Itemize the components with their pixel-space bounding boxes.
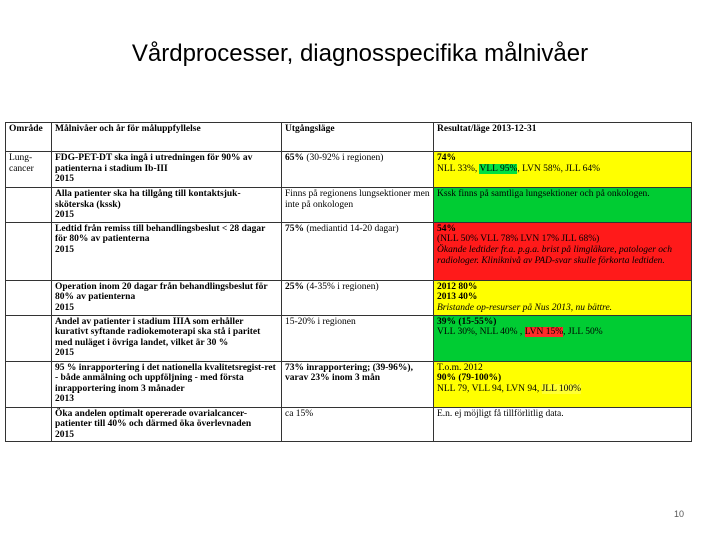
header-baseline: Utgångsläge: [282, 123, 434, 152]
result-detail: E.n. ej möjligt få tillförlitlig data.: [437, 408, 564, 419]
goal-year: 2013: [55, 394, 74, 405]
table-row: [6, 280, 692, 315]
goal-cell: [52, 280, 282, 315]
result-value: 90% (79-100%): [437, 373, 502, 384]
baseline-value: 65%: [285, 153, 304, 163]
result-detail: NLL 33%,: [437, 163, 480, 174]
goal-text: 95 % inrapportering i det nationella kvalitetsregist-ret - både anmälning och uppföljning - med första inrapportering inom 3 månader: [55, 362, 276, 394]
result-comment: Ökande ledtider fr.a. p.g.a. brist på limgläkare, patologer och radiologer. Kliniknivå av PAD-svar skulle förkorta ledtiden.: [437, 244, 673, 266]
goal-year: 2015: [55, 244, 74, 255]
goal-year: 2015: [55, 210, 74, 221]
baseline-value: 73% inrapportering; (39-96%), varav 23% inom 3 mån: [285, 362, 413, 384]
baseline-detail: (30-92% i regionen): [304, 153, 384, 163]
result-highlight: VLL 95%: [479, 163, 518, 174]
page-number: 10: [673, 509, 684, 519]
goal-text: Öka andelen optimalt opererade ovarialcancer-patienter till 40% och därmed öka överlevnaden: [55, 408, 252, 430]
baseline-cell: [282, 188, 434, 223]
baseline-value: 75%: [285, 223, 304, 234]
table-header-row: [6, 123, 692, 152]
result-comment: Bristande op-resurser på Nus 2013, nu bättre.: [437, 302, 613, 313]
baseline-detail: (mediantid 14-20 dagar): [304, 223, 399, 234]
baseline-cell: [282, 222, 434, 280]
goal-year: 2015: [55, 302, 74, 313]
baseline-cell: [282, 280, 434, 315]
baseline-cell: [282, 407, 434, 442]
area-label: Lung-cancer: [9, 153, 34, 174]
result-cell: [434, 315, 692, 361]
baseline-cell: [282, 152, 434, 188]
slide-title: Vårdprocesser, diagnosspecifika målnivåer: [131, 40, 589, 67]
header-goals: Målnivåer och år för måluppfyllelse: [52, 123, 282, 152]
baseline-cell: [282, 315, 434, 361]
result-cell: [434, 280, 692, 315]
goal-text: Alla patienter ska ha tillgång till kontaktsjuk-sköterska (kssk): [55, 189, 241, 210]
result-detail: NLL 79, VLL 94, LVN 94,: [437, 383, 542, 394]
baseline-cell: [282, 361, 434, 407]
goals-table: [5, 122, 692, 442]
result-cell: [434, 361, 692, 407]
result-highlight: JLL 100%: [541, 383, 582, 394]
result-value: 2013 40%: [437, 292, 478, 303]
baseline-detail: (4-35% i regionen): [304, 281, 379, 292]
result-value: 2012 80%: [437, 281, 478, 292]
result-cell: [434, 152, 692, 188]
goal-text: Andel av patienter i stadium IIIA som erhåller kurativt syftande radiokemoterapi ska stå i paritet med nuläget i övriga landet, vilket är 30 %: [55, 316, 261, 348]
header-area: Område: [6, 123, 52, 152]
table-row: [6, 315, 692, 361]
result-cell: [434, 188, 692, 223]
result-highlight: LVN 15%: [524, 327, 564, 338]
table-row: [6, 188, 692, 223]
baseline-value: 25%: [285, 281, 304, 292]
result-detail: , JLL 50%: [563, 327, 603, 338]
result-value: 54%: [437, 223, 456, 234]
result-detail: (NLL 50% VLL 78% LVN 17% JLL 68%): [437, 234, 600, 245]
goal-cell: [52, 407, 282, 442]
goal-text: Ledtid från remiss till behandlingsbeslut < 28 dagar för 80% av patienterna: [55, 223, 266, 245]
table-row: [6, 407, 692, 442]
goal-text: Operation inom 20 dagar från behandlingsbeslut för 80% av patienterna: [55, 281, 268, 303]
baseline-detail: 15-20% i regionen: [285, 316, 356, 327]
goal-cell: [52, 152, 282, 188]
result-detail: Kssk finns på samtliga lungsektioner och på onkologen.: [437, 189, 650, 199]
result-detail: T.o.m. 2012: [437, 362, 483, 373]
result-value: 39% (15-55%): [437, 316, 497, 327]
result-cell: [434, 407, 692, 442]
table-row: [6, 152, 692, 188]
goal-cell: [52, 222, 282, 280]
table-row: [6, 361, 692, 407]
result-detail: VLL 30%, NLL 40% ,: [437, 327, 525, 338]
goal-text: FDG-PET-DT ska ingå i utredningen för 90% av patienterna i stadium Ib-III: [55, 153, 253, 174]
baseline-detail: Finns på regionens lungsektioner men inte på onkologen: [285, 189, 430, 210]
goal-cell: [52, 315, 282, 361]
result-detail: , LVN 58%, JLL 64%: [517, 163, 601, 174]
goal-year: 2015: [55, 429, 74, 440]
goal-year: 2015: [55, 348, 74, 359]
result-cell: [434, 222, 692, 280]
goal-cell: [52, 361, 282, 407]
result-value: 74%: [437, 153, 456, 163]
area-cell: [6, 152, 52, 188]
goal-year: 2015: [55, 174, 74, 185]
goal-cell: [52, 188, 282, 223]
baseline-detail: ca 15%: [285, 408, 314, 419]
table-row: [6, 222, 692, 280]
header-result: Resultat/läge 2013-12-31: [434, 123, 692, 152]
